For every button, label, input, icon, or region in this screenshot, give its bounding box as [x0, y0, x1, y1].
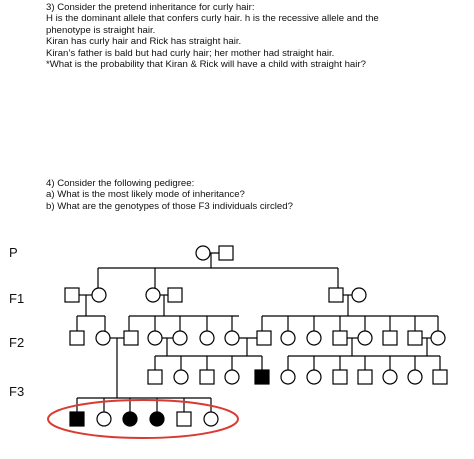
f3-female-4 — [307, 370, 321, 384]
generation-label-p: P — [9, 245, 18, 260]
f3-female-3 — [281, 370, 295, 384]
f3-female-2 — [225, 370, 239, 384]
q4-line-2: a) What is the most likely mode of inheritance? — [46, 189, 245, 201]
f2-female-4 — [200, 331, 214, 345]
f2-male-4 — [333, 331, 347, 345]
f2-male-5 — [383, 331, 397, 345]
generation-label-f3: F3 — [9, 384, 25, 399]
f1-male-1 — [65, 288, 79, 302]
f2-female-1 — [96, 331, 110, 345]
f3-female-1 — [174, 370, 188, 384]
f3-circled-female-2 — [204, 412, 218, 426]
f3-circled-female-1 — [97, 412, 111, 426]
f1-female-3 — [352, 288, 366, 302]
f1-male-3 — [329, 288, 343, 302]
f3-male-5 — [433, 370, 447, 384]
f2-male-2 — [124, 331, 138, 345]
q3-line-1: 3) Consider the pretend inheritance for curly hair: — [46, 2, 255, 13]
f2-female-7 — [307, 331, 321, 345]
f1-female-2 — [146, 288, 160, 302]
f2-male-6 — [408, 331, 422, 345]
f2-female-5 — [225, 331, 239, 345]
f2-male-1 — [70, 331, 84, 345]
f3-male-affected-1 — [255, 370, 269, 384]
f2-male-3 — [257, 331, 271, 345]
f3-male-3 — [333, 370, 347, 384]
f3-male-2 — [200, 370, 214, 384]
p-female — [196, 246, 210, 260]
q3-line-3: phenotype is straight hair. — [46, 24, 156, 36]
q4-line-1: 4) Consider the following pedigree: — [46, 178, 195, 189]
q3-line-6: *What is the probability that Kiran & Rick will have a child with straight hair? — [46, 59, 366, 71]
f3-circled-male-affected — [70, 412, 84, 426]
q3-line-5: Kiran’s father is bald but had curly hair; her mother had straight hair. — [46, 47, 335, 59]
f2-female-6 — [281, 331, 295, 345]
generation-label-f1: F1 — [9, 291, 25, 306]
f3-male-4 — [358, 370, 372, 384]
q3-line-4: Kiran has curly hair and Rick has straight hair. — [46, 36, 242, 48]
f3-circled-female-affected-2 — [150, 412, 164, 426]
f3-circled-female-affected-1 — [123, 412, 137, 426]
f3-circled-male-2 — [177, 412, 191, 426]
q4-line-3: b) What are the genotypes of those F3 individuals circled? — [46, 200, 293, 212]
f2-female-8 — [358, 331, 372, 345]
f2-female-9 — [431, 331, 445, 345]
generation-label-f2: F2 — [9, 335, 25, 350]
f1-female-1 — [92, 288, 106, 302]
f2-female-3 — [173, 331, 187, 345]
f2-female-2 — [148, 331, 162, 345]
p-male — [219, 246, 233, 260]
f3-male-1 — [148, 370, 162, 384]
f3-female-6 — [408, 370, 422, 384]
q3-line-2: H is the dominant allele that confers curly hair. h is the recessive allele and the — [46, 13, 379, 25]
f1-male-2 — [168, 288, 182, 302]
f3-female-5 — [383, 370, 397, 384]
